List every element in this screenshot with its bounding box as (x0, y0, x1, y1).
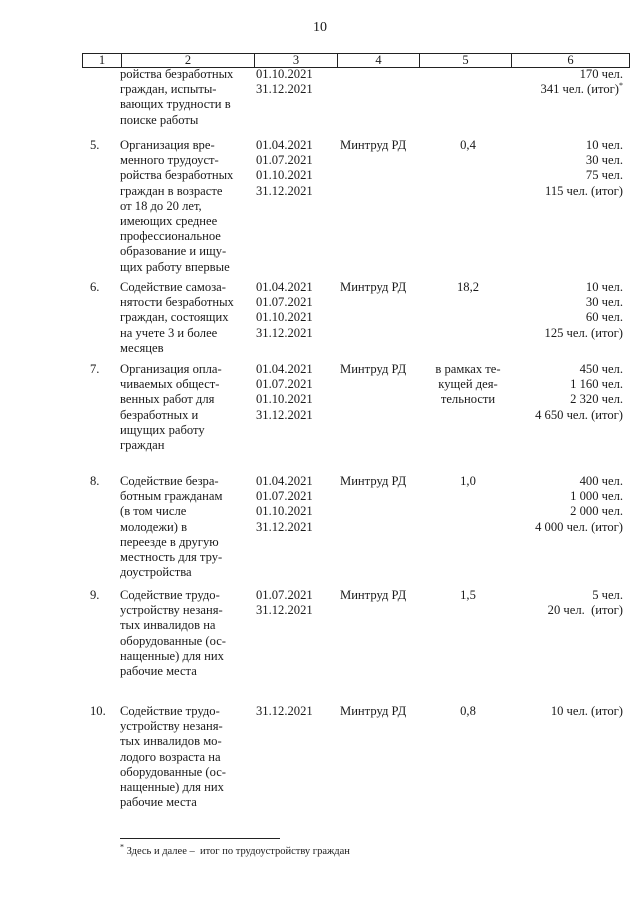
row-7-results: 450 чел. 1 160 чел. 2 320 чел. 4 650 чел. (итог) (535, 362, 623, 422)
footnote-text: Здесь и далее – итог по трудоустройству граждан (124, 846, 350, 857)
row-7-fin: в рамках те- кущей дея- тельности (435, 362, 501, 407)
page-number: 10 (313, 20, 327, 35)
row-10-results: 10 чел. (итог) (550, 704, 623, 718)
row-9-number: 9. (90, 588, 100, 602)
header-col-4: 4 (337, 54, 419, 67)
row-8-dates: 01.04.2021 01.07.2021 01.10.2021 31.12.2021 (256, 474, 313, 534)
row-8-number: 8. (90, 474, 100, 488)
row-5-number: 5. (90, 138, 100, 152)
cont-row-dates: 01.10.2021 31.12.2021 (256, 67, 313, 97)
row-10-text: Содействие трудо- устройству незаня- тых инвалидов мо- лодого возраста на оборудованные (ос- нащенные) для них рабочие места (120, 704, 226, 810)
row-10-fin: 0,8 (460, 704, 476, 718)
row-10-number: 10. (90, 704, 106, 718)
row-8-org: Минтруд РД (340, 474, 407, 488)
row-9-org: Минтруд РД (340, 588, 407, 602)
row-6-org: Минтруд РД (340, 280, 407, 294)
footnote-separator (120, 838, 280, 839)
row-6-results: 10 чел. 30 чел. 60 чел. 125 чел. (итог) (544, 280, 623, 340)
row-7-org: Минтруд РД (340, 362, 407, 376)
footnote-mark: * (120, 842, 124, 852)
table-header (82, 53, 630, 68)
row-9-results: 5 чел. 20 чел. (итог) (547, 588, 623, 618)
row-9-dates: 01.07.2021 31.12.2021 (256, 588, 313, 618)
cont-row-text: ройства безработных граждан, испыты- вающих трудности в поиске работы (120, 67, 234, 127)
row-7-number: 7. (90, 362, 100, 376)
row-7-text: Организация опла- чиваемых общест- венных работ для безработных и ищущих работу граждан (120, 362, 222, 453)
row-6-number: 6. (90, 280, 100, 294)
header-col-5: 5 (419, 54, 511, 67)
row-6-fin: 18,2 (456, 280, 480, 294)
row-10-org: Минтруд РД (340, 704, 407, 718)
row-7-dates: 01.04.2021 01.07.2021 01.10.2021 31.12.2021 (256, 362, 313, 422)
footnote (120, 842, 350, 857)
row-8-fin: 1,0 (460, 474, 476, 488)
footnote-marker: * (619, 81, 623, 91)
row-6-dates: 01.04.2021 01.07.2021 01.10.2021 31.12.2021 (256, 280, 313, 340)
row-5-dates: 01.04.2021 01.07.2021 01.10.2021 31.12.2021 (256, 138, 313, 198)
row-5-results: 10 чел. 30 чел. 75 чел. 115 чел. (итог) (544, 138, 623, 198)
row-5-fin: 0,4 (460, 138, 476, 152)
header-col-6: 6 (511, 54, 629, 67)
row-9-text: Содействие трудо- устройству незаня- тых инвалидов на оборудованные (ос- нащенные) для них рабочие места (120, 588, 226, 679)
cont-row-results: 170 чел. 341 чел. (итог)* (540, 67, 623, 97)
header-col-3: 3 (254, 54, 337, 67)
row-5-text: Организация вре- менного трудоуст- ройства безработных граждан в возрасте от 18 до 20 лет, имеющих среднее профессиональное образование и ищу- щих работу впервые (120, 138, 234, 274)
row-6-text: Содействие самоза- нятости безработных граждан, состоящих на учете 3 и более месяцев (120, 280, 234, 355)
row-5-org: Минтруд РД (340, 138, 407, 152)
row-10-dates: 31.12.2021 (256, 704, 313, 718)
header-col-2: 2 (121, 54, 254, 67)
row-8-results: 400 чел. 1 000 чел. 2 000 чел. 4 000 чел. (итог) (535, 474, 623, 534)
row-9-fin: 1,5 (460, 588, 476, 602)
header-col-1: 1 (98, 53, 106, 67)
row-8-text: Содействие безра- ботным гражданам (в том числе молодежи) в переезде в другую местность для тру- доустройства (120, 474, 223, 580)
